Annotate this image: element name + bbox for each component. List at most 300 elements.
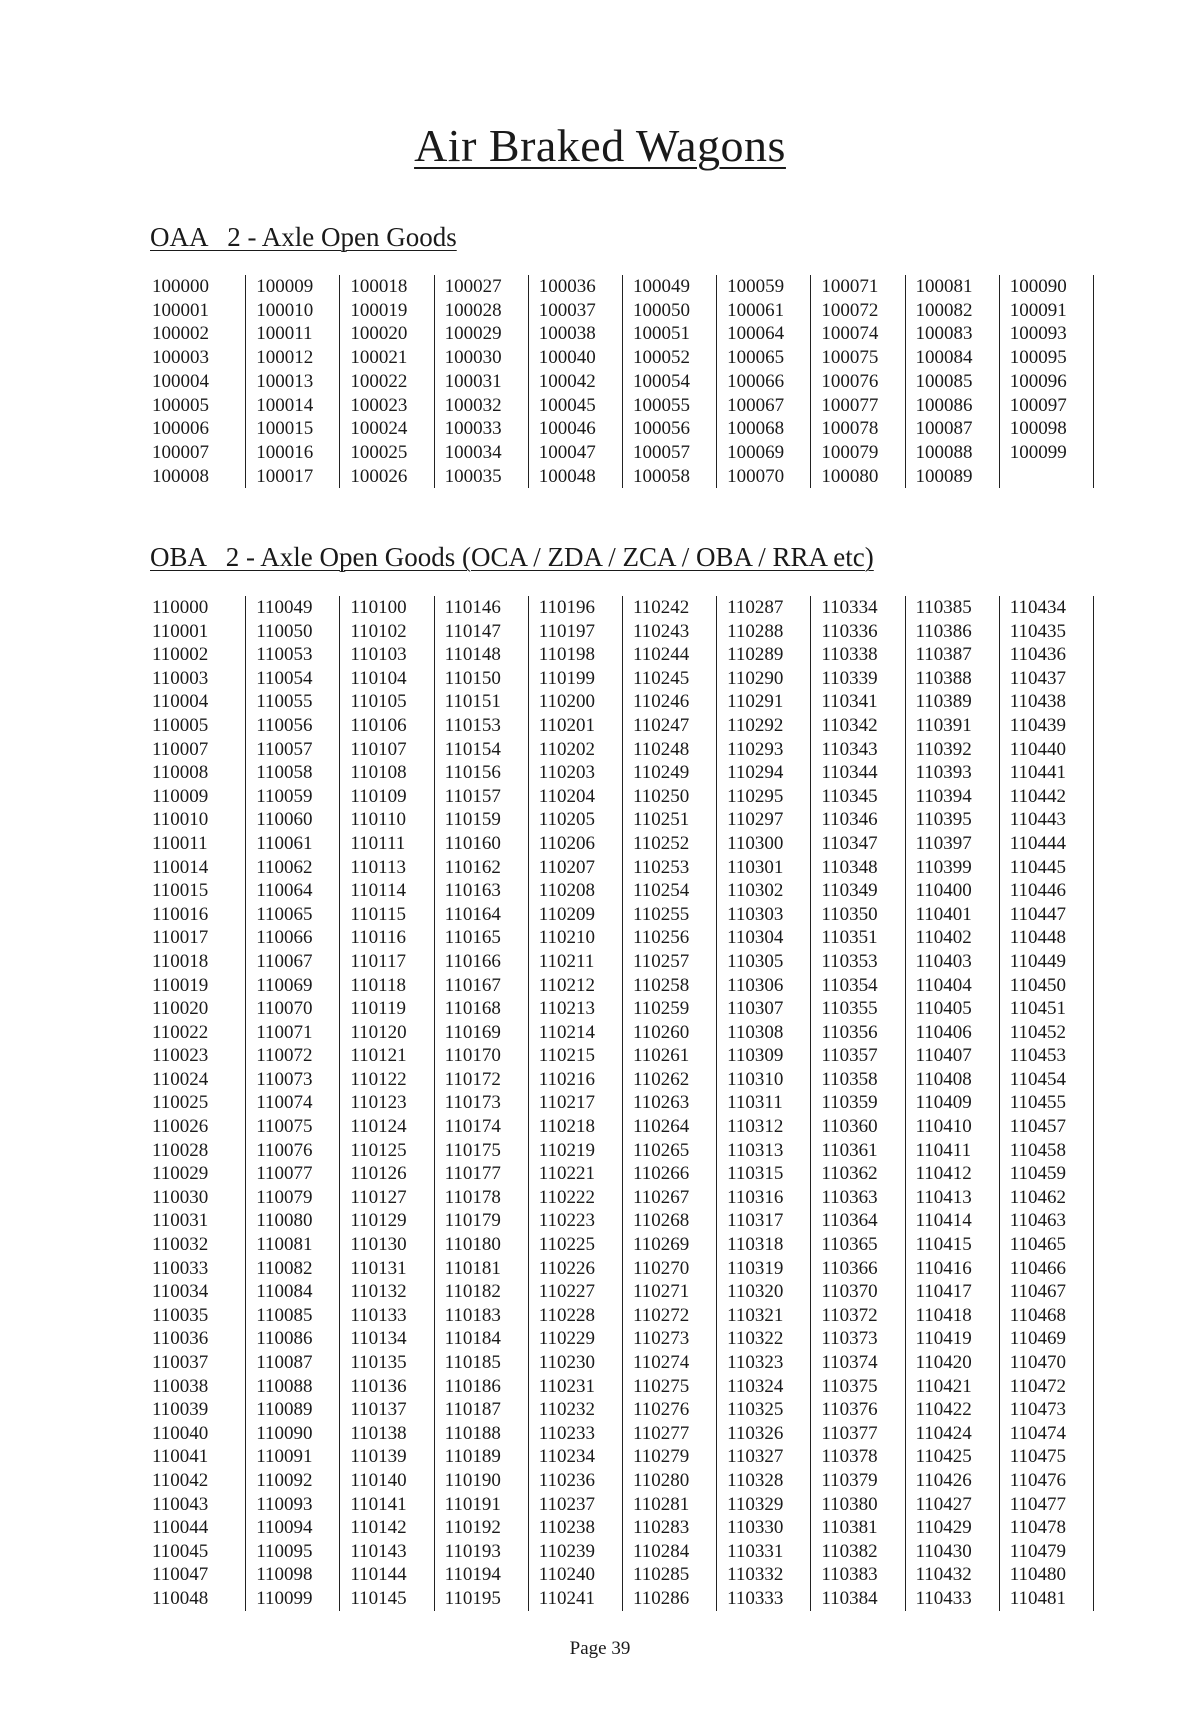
wagon-number: 110232 xyxy=(538,1399,596,1421)
wagon-number: 110455 xyxy=(1009,1092,1066,1114)
wagon-number: 110447 xyxy=(1009,903,1066,925)
wagon-number: 110465 xyxy=(1009,1234,1066,1256)
wagon-number: 110253 xyxy=(632,856,690,878)
number-column xyxy=(811,596,905,1611)
wagon-number: 110061 xyxy=(256,832,313,854)
wagon-number: 100098 xyxy=(1009,418,1067,440)
wagon-number: 110130 xyxy=(350,1234,407,1256)
wagon-number: 110385 xyxy=(915,597,972,618)
wagon-number: 110226 xyxy=(538,1257,596,1279)
wagon-number: 110072 xyxy=(256,1045,313,1067)
wagon-number: 110106 xyxy=(350,714,407,736)
wagon-number: 110139 xyxy=(350,1446,407,1468)
wagon-number: 100018 xyxy=(350,276,408,297)
wagon-number: 110309 xyxy=(727,1045,784,1067)
wagon-number: 110341 xyxy=(821,691,878,713)
wagon-number: 100011 xyxy=(256,323,313,345)
wagon-number: 110055 xyxy=(256,691,313,713)
wagon-number: 110187 xyxy=(444,1399,501,1421)
wagon-number: 100079 xyxy=(821,441,879,463)
wagon-number: 110205 xyxy=(538,809,596,831)
wagon-number: 110173 xyxy=(444,1092,501,1114)
wagon-number: 100017 xyxy=(256,465,314,487)
wagon-number: 100078 xyxy=(821,418,879,440)
wagon-number: 100085 xyxy=(915,370,973,392)
wagon-number: 110233 xyxy=(538,1422,596,1444)
wagon-number: 110123 xyxy=(350,1092,407,1114)
wagon-number: 110147 xyxy=(444,620,501,642)
wagon-number: 110375 xyxy=(821,1375,878,1397)
wagon-number: 110249 xyxy=(632,762,690,784)
wagon-number: 110104 xyxy=(350,667,407,689)
wagon-number: 110023 xyxy=(152,1045,209,1067)
wagon-number: 110074 xyxy=(256,1092,313,1114)
wagon-number: 110256 xyxy=(632,927,690,949)
wagon-number: 110345 xyxy=(821,785,878,807)
number-column xyxy=(529,596,623,1611)
wagon-number: 100049 xyxy=(632,276,690,297)
wagon-number: 100068 xyxy=(727,418,785,440)
page-number: Page 39 xyxy=(569,1638,631,1659)
wagon-number: 110007 xyxy=(152,738,209,760)
wagon-number: 110142 xyxy=(350,1517,407,1539)
wagon-number: 100052 xyxy=(632,347,690,369)
wagon-number: 100007 xyxy=(152,441,209,463)
wagon-number: 110059 xyxy=(256,785,313,807)
wagon-number: 110183 xyxy=(444,1304,501,1326)
wagon-number: 100019 xyxy=(350,299,408,321)
wagon-number: 110109 xyxy=(350,785,407,807)
wagon-number: 110146 xyxy=(444,597,501,618)
wagon-number: 110170 xyxy=(444,1045,501,1067)
number-column xyxy=(811,275,905,488)
wagon-number: 110099 xyxy=(256,1587,313,1609)
wagon-number: 100013 xyxy=(256,370,314,392)
wagon-number: 110026 xyxy=(152,1116,209,1138)
number-column xyxy=(717,275,811,488)
wagon-number: 110457 xyxy=(1009,1116,1066,1138)
wagon-number: 110144 xyxy=(350,1564,407,1586)
wagon-number: 110427 xyxy=(915,1493,972,1515)
wagon-number: 110111 xyxy=(350,832,406,854)
wagon-number: 110358 xyxy=(821,1068,878,1090)
wagon-number: 110266 xyxy=(632,1163,690,1185)
wagon-number: 110403 xyxy=(915,950,972,972)
wagon-number: 110301 xyxy=(727,856,784,878)
wagon-number: 110136 xyxy=(350,1375,407,1397)
wagon-number: 110194 xyxy=(444,1564,501,1586)
wagon-number: 110156 xyxy=(444,762,501,784)
wagon-number: 110084 xyxy=(256,1281,313,1303)
wagon-number: 110119 xyxy=(350,998,406,1020)
wagon-number: 110328 xyxy=(727,1469,784,1491)
wagon-number: 100016 xyxy=(256,441,314,463)
wagon-number: 100099 xyxy=(1009,441,1067,463)
section-heading-oba: OBA 2 - Axle Open Goods (OCA / ZDA / ZCA / OBA / RRA etc) xyxy=(150,542,874,572)
wagon-number: 100074 xyxy=(821,323,879,345)
wagon-number: 110178 xyxy=(444,1186,501,1208)
wagon-number: 110184 xyxy=(444,1328,501,1350)
wagon-number: 110098 xyxy=(256,1564,313,1586)
wagon-number: 110229 xyxy=(538,1328,596,1350)
wagon-number: 110020 xyxy=(152,998,209,1020)
wagon-number: 100056 xyxy=(632,418,690,440)
wagon-number: 110066 xyxy=(256,927,313,949)
wagon-number: 110476 xyxy=(1009,1469,1066,1491)
wagon-number: 110102 xyxy=(350,620,407,642)
wagon-number: 110037 xyxy=(152,1352,209,1373)
wagon-number: 110437 xyxy=(1009,667,1066,689)
wagon-number: 110470 xyxy=(1009,1352,1066,1373)
wagon-number: 100009 xyxy=(256,276,314,297)
wagon-number: 100012 xyxy=(256,347,314,369)
wagon-number: 110421 xyxy=(915,1375,972,1397)
wagon-number: 110154 xyxy=(444,738,501,760)
number-column xyxy=(246,596,340,1611)
wagon-number: 110195 xyxy=(444,1587,501,1609)
wagon-number: 110355 xyxy=(821,998,878,1020)
wagon-number: 110246 xyxy=(632,691,690,713)
wagon-number: 110047 xyxy=(152,1564,209,1586)
wagon-number: 110415 xyxy=(915,1234,972,1256)
wagon-number: 110291 xyxy=(727,691,784,713)
wagon-number: 110043 xyxy=(152,1493,209,1515)
wagon-number: 100045 xyxy=(538,394,596,416)
wagon-number: 110267 xyxy=(632,1186,690,1208)
wagon-number: 110320 xyxy=(727,1281,784,1303)
wagon-number: 110327 xyxy=(727,1446,784,1468)
wagon-number: 110009 xyxy=(152,785,209,807)
wagon-number: 110022 xyxy=(152,1021,209,1043)
wagon-number: 110215 xyxy=(538,1045,596,1067)
wagon-number: 110008 xyxy=(152,762,209,784)
wagon-number: 110017 xyxy=(152,927,209,949)
wagon-number: 110116 xyxy=(350,927,406,949)
wagon-number: 110336 xyxy=(821,620,878,642)
wagon-number: 110330 xyxy=(727,1517,784,1539)
wagon-number: 110420 xyxy=(915,1352,972,1373)
wagon-number: 110452 xyxy=(1009,1021,1066,1043)
wagon-number: 110062 xyxy=(256,856,313,878)
wagon-number: 110159 xyxy=(444,809,501,831)
wagon-number: 110289 xyxy=(727,644,784,666)
wagon-number: 110080 xyxy=(256,1210,313,1232)
wagon-number: 110401 xyxy=(915,903,972,925)
wagon-number: 110387 xyxy=(915,644,972,666)
wagon-number: 110451 xyxy=(1009,998,1066,1020)
wagon-number: 100003 xyxy=(152,347,209,369)
wagon-number: 110185 xyxy=(444,1352,501,1373)
wagon-number: 110245 xyxy=(632,667,690,689)
wagon-number: 100089 xyxy=(915,465,973,487)
wagon-number: 100080 xyxy=(821,465,879,487)
wagon-number: 100032 xyxy=(444,394,502,416)
wagon-number: 100015 xyxy=(256,418,314,440)
wagon-number: 110150 xyxy=(444,667,501,689)
wagon-number: 100059 xyxy=(727,276,785,297)
wagon-number: 110087 xyxy=(256,1352,313,1373)
wagon-number: 100082 xyxy=(915,299,973,321)
wagon-number: 110005 xyxy=(152,714,209,736)
wagon-number: 100022 xyxy=(350,370,408,392)
wagon-number: 110265 xyxy=(632,1139,690,1161)
wagon-number: 110376 xyxy=(821,1399,878,1421)
wagon-number: 110148 xyxy=(444,644,501,666)
wagon-number: 110202 xyxy=(538,738,596,760)
wagon-number: 110268 xyxy=(632,1210,690,1232)
wagon-number: 110044 xyxy=(152,1517,209,1539)
wagon-number: 110270 xyxy=(632,1257,690,1279)
number-column xyxy=(435,275,529,488)
wagon-number: 110362 xyxy=(821,1163,878,1185)
wagon-number: 110145 xyxy=(350,1587,407,1609)
wagon-number: 110001 xyxy=(152,620,209,642)
wagon-number: 110248 xyxy=(632,738,690,760)
wagon-number: 110182 xyxy=(444,1281,501,1303)
wagon-number: 100030 xyxy=(444,347,502,369)
wagon-number: 110219 xyxy=(538,1139,596,1161)
wagon-number: 110477 xyxy=(1009,1493,1066,1515)
wagon-number: 110313 xyxy=(727,1139,784,1161)
wagon-number: 100047 xyxy=(538,441,596,463)
wagon-number: 110292 xyxy=(727,714,784,736)
wagon-number: 110041 xyxy=(152,1446,209,1468)
wagon-number: 100024 xyxy=(350,418,408,440)
wagon-number: 110432 xyxy=(915,1564,972,1586)
wagon-number: 110209 xyxy=(538,903,596,925)
wagon-number: 110257 xyxy=(632,950,690,972)
wagon-number: 110204 xyxy=(538,785,596,807)
wagon-number: 100027 xyxy=(444,276,502,297)
wagon-number: 110433 xyxy=(915,1587,972,1609)
wagon-number: 110294 xyxy=(727,762,784,784)
wagon-number: 110077 xyxy=(256,1163,313,1185)
wagon-number: 110206 xyxy=(538,832,596,854)
wagon-number: 110478 xyxy=(1009,1517,1066,1539)
wagon-number: 110382 xyxy=(821,1540,878,1562)
wagon-number: 110357 xyxy=(821,1045,878,1067)
wagon-number: 110157 xyxy=(444,785,501,807)
wagon-number: 110462 xyxy=(1009,1186,1066,1208)
wagon-number: 110225 xyxy=(538,1234,596,1256)
wagon-number: 110067 xyxy=(256,950,313,972)
wagon-number: 110252 xyxy=(632,832,690,854)
wagon-number: 110315 xyxy=(727,1163,784,1185)
wagon-number: 110424 xyxy=(915,1422,972,1444)
wagon-number: 110135 xyxy=(350,1352,407,1373)
wagon-number: 110410 xyxy=(915,1116,972,1138)
wagon-number: 110040 xyxy=(152,1422,209,1444)
wagon-number: 100084 xyxy=(915,347,973,369)
wagon-number: 110014 xyxy=(152,856,209,878)
wagon-number: 110200 xyxy=(538,691,596,713)
wagon-number: 110165 xyxy=(444,927,501,949)
wagon-number: 110317 xyxy=(727,1210,784,1232)
wagon-number: 110141 xyxy=(350,1493,407,1515)
wagon-number: 110002 xyxy=(152,644,209,666)
wagon-number: 110255 xyxy=(632,903,690,925)
wagon-number: 110406 xyxy=(915,1021,972,1043)
wagon-number: 110372 xyxy=(821,1304,878,1326)
wagon-number: 110363 xyxy=(821,1186,878,1208)
wagon-number: 110379 xyxy=(821,1469,878,1491)
wagon-number: 110472 xyxy=(1009,1375,1066,1397)
wagon-number: 100087 xyxy=(915,418,973,440)
wagon-number: 100058 xyxy=(632,465,690,487)
wagon-number: 110303 xyxy=(727,903,784,925)
wagon-number: 110316 xyxy=(727,1186,784,1208)
wagon-number: 110115 xyxy=(350,903,406,925)
wagon-number: 110450 xyxy=(1009,974,1066,996)
wagon-number: 110244 xyxy=(632,644,690,666)
wagon-number: 110259 xyxy=(632,998,690,1020)
wagon-number: 110412 xyxy=(915,1163,972,1185)
wagon-number: 110216 xyxy=(538,1068,596,1090)
wagon-number: 110237 xyxy=(538,1493,596,1515)
wagon-number: 110033 xyxy=(152,1257,209,1279)
wagon-number: 110242 xyxy=(632,597,690,618)
wagon-number: 110430 xyxy=(915,1540,972,1562)
wagon-number: 110446 xyxy=(1009,880,1066,902)
wagon-number: 110243 xyxy=(632,620,690,642)
wagon-number: 110003 xyxy=(152,667,209,689)
wagon-number: 100065 xyxy=(727,347,785,369)
wagon-number: 110240 xyxy=(538,1564,596,1586)
number-column xyxy=(623,275,717,488)
wagon-number: 100014 xyxy=(256,394,314,416)
wagon-number: 110365 xyxy=(821,1234,878,1256)
wagon-number: 110019 xyxy=(152,974,209,996)
wagon-number: 110103 xyxy=(350,644,407,666)
wagon-number: 100055 xyxy=(632,394,690,416)
wagon-number: 100008 xyxy=(152,465,209,487)
wagon-number: 110448 xyxy=(1009,927,1066,949)
wagon-number: 110151 xyxy=(444,691,501,713)
wagon-number: 110474 xyxy=(1009,1422,1066,1444)
wagon-number: 110143 xyxy=(350,1540,407,1562)
wagon-number: 110361 xyxy=(821,1139,878,1161)
wagon-number: 110333 xyxy=(727,1587,784,1609)
wagon-number: 100005 xyxy=(152,394,209,416)
wagon-number: 110273 xyxy=(632,1328,690,1350)
wagon-number: 100069 xyxy=(727,441,785,463)
wagon-number: 110056 xyxy=(256,714,313,736)
wagon-number: 100096 xyxy=(1009,370,1067,392)
wagon-number: 110308 xyxy=(727,1021,784,1043)
wagon-number: 110280 xyxy=(632,1469,690,1491)
wagon-number: 110034 xyxy=(152,1281,209,1303)
wagon-number: 110181 xyxy=(444,1257,501,1279)
wagon-number: 110348 xyxy=(821,856,878,878)
wagon-number: 110179 xyxy=(444,1210,501,1232)
wagon-number: 110134 xyxy=(350,1328,407,1350)
wagon-number: 110373 xyxy=(821,1328,878,1350)
wagon-number: 110271 xyxy=(632,1281,690,1303)
wagon-number: 110269 xyxy=(632,1234,690,1256)
wagon-number: 110075 xyxy=(256,1116,313,1138)
wagon-number: 110133 xyxy=(350,1304,407,1326)
wagon-number: 110438 xyxy=(1009,691,1066,713)
wagon-number: 110169 xyxy=(444,1021,501,1043)
wagon-number: 110312 xyxy=(727,1116,784,1138)
number-column xyxy=(340,596,434,1611)
wagon-number: 110394 xyxy=(915,785,972,807)
wagon-number: 110443 xyxy=(1009,809,1066,831)
wagon-number: 110213 xyxy=(538,998,596,1020)
wagon-number: 100061 xyxy=(727,299,785,321)
number-column xyxy=(717,596,811,1611)
section-heading-oaa: OAA 2 - Axle Open Goods xyxy=(150,222,457,252)
wagon-number: 100095 xyxy=(1009,347,1067,369)
wagon-number: 110404 xyxy=(915,974,972,996)
wagon-number: 110118 xyxy=(350,974,406,996)
wagon-number: 110310 xyxy=(727,1068,784,1090)
wagon-number: 110332 xyxy=(727,1564,784,1586)
wagon-number: 110223 xyxy=(538,1210,596,1232)
wagon-number: 100010 xyxy=(256,299,314,321)
wagon-number: 110199 xyxy=(538,667,596,689)
wagon-number: 110307 xyxy=(727,998,784,1020)
wagon-number: 110388 xyxy=(915,667,972,689)
wagon-number: 110065 xyxy=(256,903,313,925)
wagon-number: 110318 xyxy=(727,1234,784,1256)
wagon-number: 110374 xyxy=(821,1352,878,1373)
wagon-number: 110050 xyxy=(256,620,313,642)
wagon-number: 110297 xyxy=(727,809,784,831)
wagon-number: 110391 xyxy=(915,714,972,736)
wagon-number: 110359 xyxy=(821,1092,878,1114)
wagon-number: 110203 xyxy=(538,762,596,784)
wagon-number: 110201 xyxy=(538,714,596,736)
wagon-number: 100070 xyxy=(727,465,785,487)
wagon-number: 110168 xyxy=(444,998,501,1020)
wagon-number: 110138 xyxy=(350,1422,407,1444)
wagon-number: 100002 xyxy=(152,323,209,345)
wagon-number: 110380 xyxy=(821,1493,878,1515)
wagon-number: 110286 xyxy=(632,1587,690,1609)
wagon-number: 110467 xyxy=(1009,1281,1066,1303)
wagon-number: 110247 xyxy=(632,714,690,736)
wagon-number: 110444 xyxy=(1009,832,1066,854)
wagon-number: 100090 xyxy=(1009,276,1067,297)
wagon-number: 110180 xyxy=(444,1234,501,1256)
wagon-number: 110439 xyxy=(1009,714,1066,736)
wagon-number: 100064 xyxy=(727,323,785,345)
wagon-number: 110263 xyxy=(632,1092,690,1114)
wagon-number: 110393 xyxy=(915,762,972,784)
wagon-number: 110426 xyxy=(915,1469,972,1491)
wagon-number: 110453 xyxy=(1009,1045,1066,1067)
wagon-number: 110107 xyxy=(350,738,407,760)
wagon-number: 110435 xyxy=(1009,620,1066,642)
wagon-number: 110344 xyxy=(821,762,878,784)
wagon-number: 110407 xyxy=(915,1045,972,1067)
wagon-number: 110088 xyxy=(256,1375,313,1397)
wagon-number: 110400 xyxy=(915,880,972,902)
wagon-number: 100097 xyxy=(1009,394,1067,416)
wagon-number: 110228 xyxy=(538,1304,596,1326)
wagon-number: 110029 xyxy=(152,1163,209,1185)
wagon-number: 110305 xyxy=(727,950,784,972)
wagon-number: 110212 xyxy=(538,974,596,996)
wagon-number: 110058 xyxy=(256,762,313,784)
wagon-number: 110094 xyxy=(256,1517,313,1539)
wagon-number: 110091 xyxy=(256,1446,313,1468)
wagon-number: 110239 xyxy=(538,1540,596,1562)
number-column xyxy=(529,275,623,488)
number-column xyxy=(152,596,246,1611)
wagon-number: 110300 xyxy=(727,832,784,854)
